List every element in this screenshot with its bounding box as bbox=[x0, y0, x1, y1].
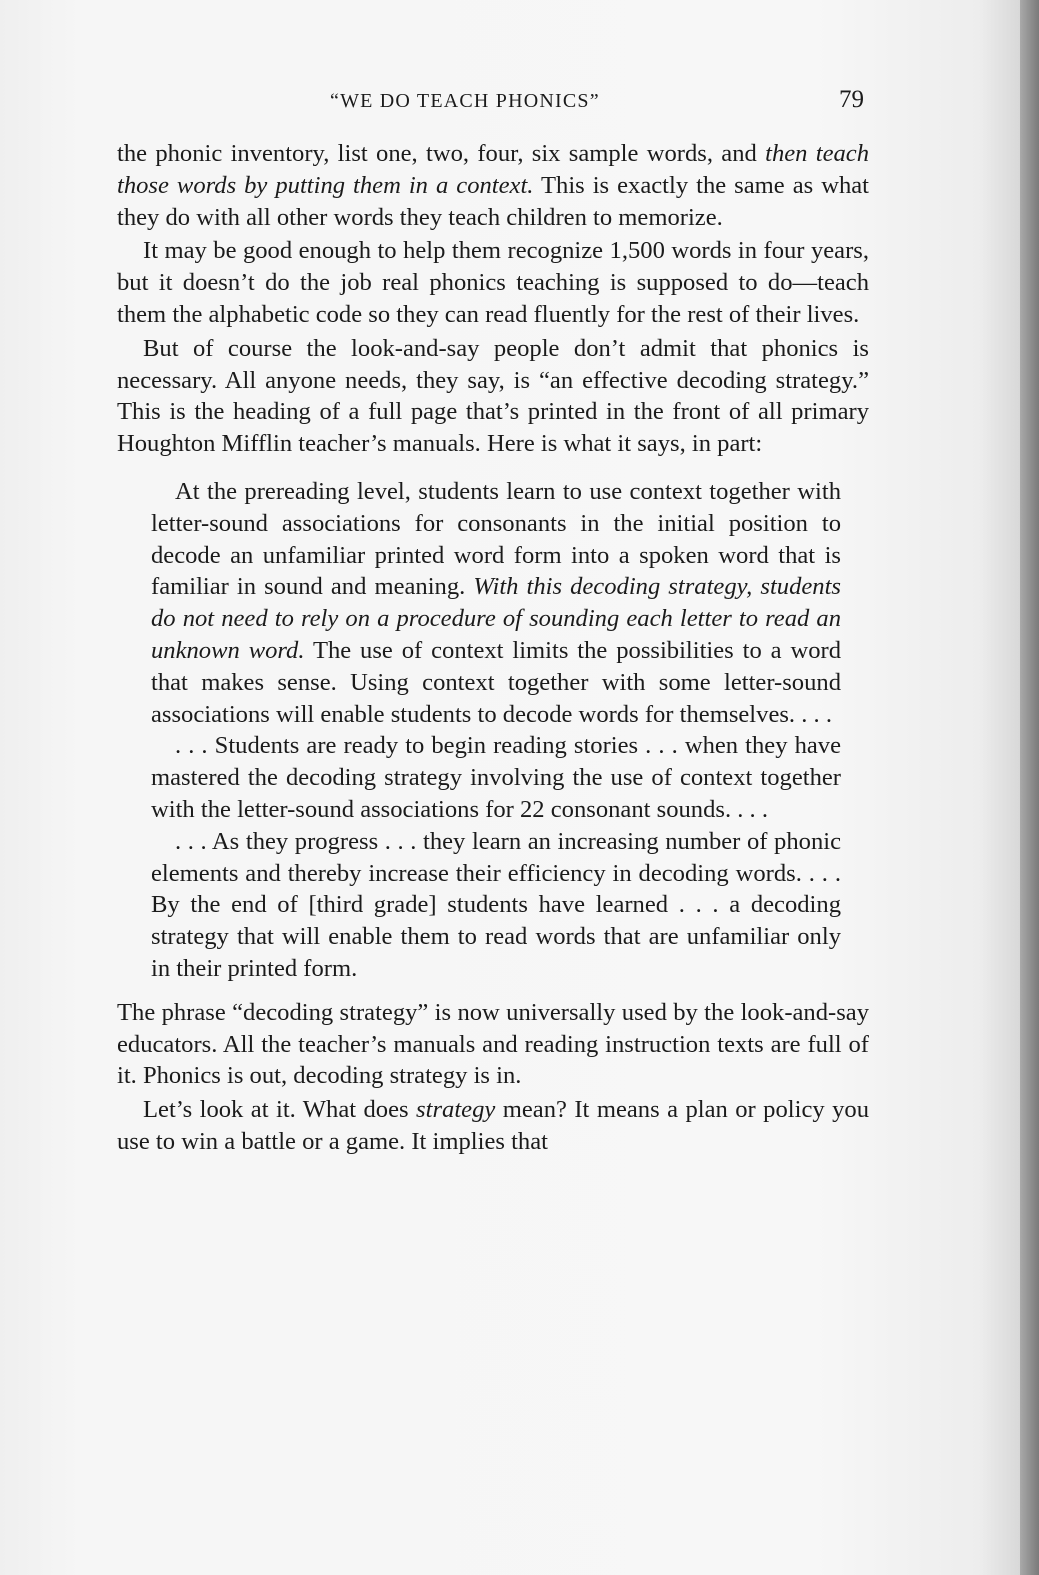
quote-paragraph-2: . . . Students are ready to begin reading stories . . . when they have mastered the decoding strategy involving the use of context together with the letter-sound associations for 22 consonant sounds. . . . bbox=[151, 732, 841, 823]
paragraph-5-text-c: mean? It means a plan or policy you use to win a battle or a game. It implies that bbox=[117, 1096, 869, 1155]
paragraph-3: But of course the look-and-say people don’t admit that phonics is necessary. All anyone needs, they say, is “an effective decoding strategy.” This is the heading of a full page that’s printed in the front of all primary Houghton Mifflin teacher’s manuals. Here is what it says, in part: bbox=[117, 334, 869, 458]
running-head: “WE DO TEACH PHONICS” bbox=[330, 90, 600, 112]
quote-1-italic: With this decoding strategy, students do not need to rely on a procedure of sounding each letter to read an unknown word. bbox=[151, 573, 841, 664]
paragraph-5-italic: strategy bbox=[416, 1096, 496, 1124]
paragraph-1-italic: then teach those words by putting them in a context. bbox=[117, 140, 870, 199]
paragraph-5-text-a: Let’s look at it. What does bbox=[143, 1096, 417, 1124]
quote-paragraph-3: . . . As they progress . . . they learn an increasing number of phonic elements and thereby increase their efficiency in decoding words. . . . By the end of [third grade] students have learned . . . a decoding strategy that will enable them to read words that are unfamiliar only in their printed form. bbox=[151, 827, 841, 982]
block-quote bbox=[151, 476, 841, 985]
body-text bbox=[117, 138, 869, 1158]
page-header bbox=[118, 86, 870, 122]
paragraph-4: The phrase “decoding strategy” is now universally used by the look-and-say educators. All the teacher’s manuals and reading instruction texts are full of it. Phonics is out, decoding strategy is in. bbox=[117, 998, 869, 1090]
quote-paragraph-1 bbox=[151, 476, 841, 730]
quote-1-text-a: At the prereading level, students learn to use context together with letter-sound associations for consonants in the initial position to decode an unfamiliar printed word form into a spoken word that is familiar in sound and meaning. bbox=[151, 477, 841, 601]
after-quote-section bbox=[117, 997, 869, 1158]
page-edge-shadow bbox=[1020, 0, 1039, 1575]
quote-1-text-c: The use of context limits the possibilities to a word that makes sense. Using context together with some letter-sound associations will enable students to decode words for themselves. . . . bbox=[151, 636, 841, 728]
page-number: 79 bbox=[839, 86, 864, 113]
paragraph-1-text-a: the phonic inventory, list one, two, four, six sample words, and bbox=[117, 140, 766, 167]
paragraph-2: It may be good enough to help them recognize 1,500 words in four years, but it doesn’t do the job real phonics teaching is supposed to do—teach them the alphabetic code so they can read fluently for the rest of their lives. bbox=[117, 237, 869, 328]
paragraph-1 bbox=[117, 138, 869, 233]
paragraph-1-text-c: This is exactly the same as what they do with all other words they teach children to memorize. bbox=[117, 171, 869, 231]
paragraph-5 bbox=[117, 1094, 869, 1158]
